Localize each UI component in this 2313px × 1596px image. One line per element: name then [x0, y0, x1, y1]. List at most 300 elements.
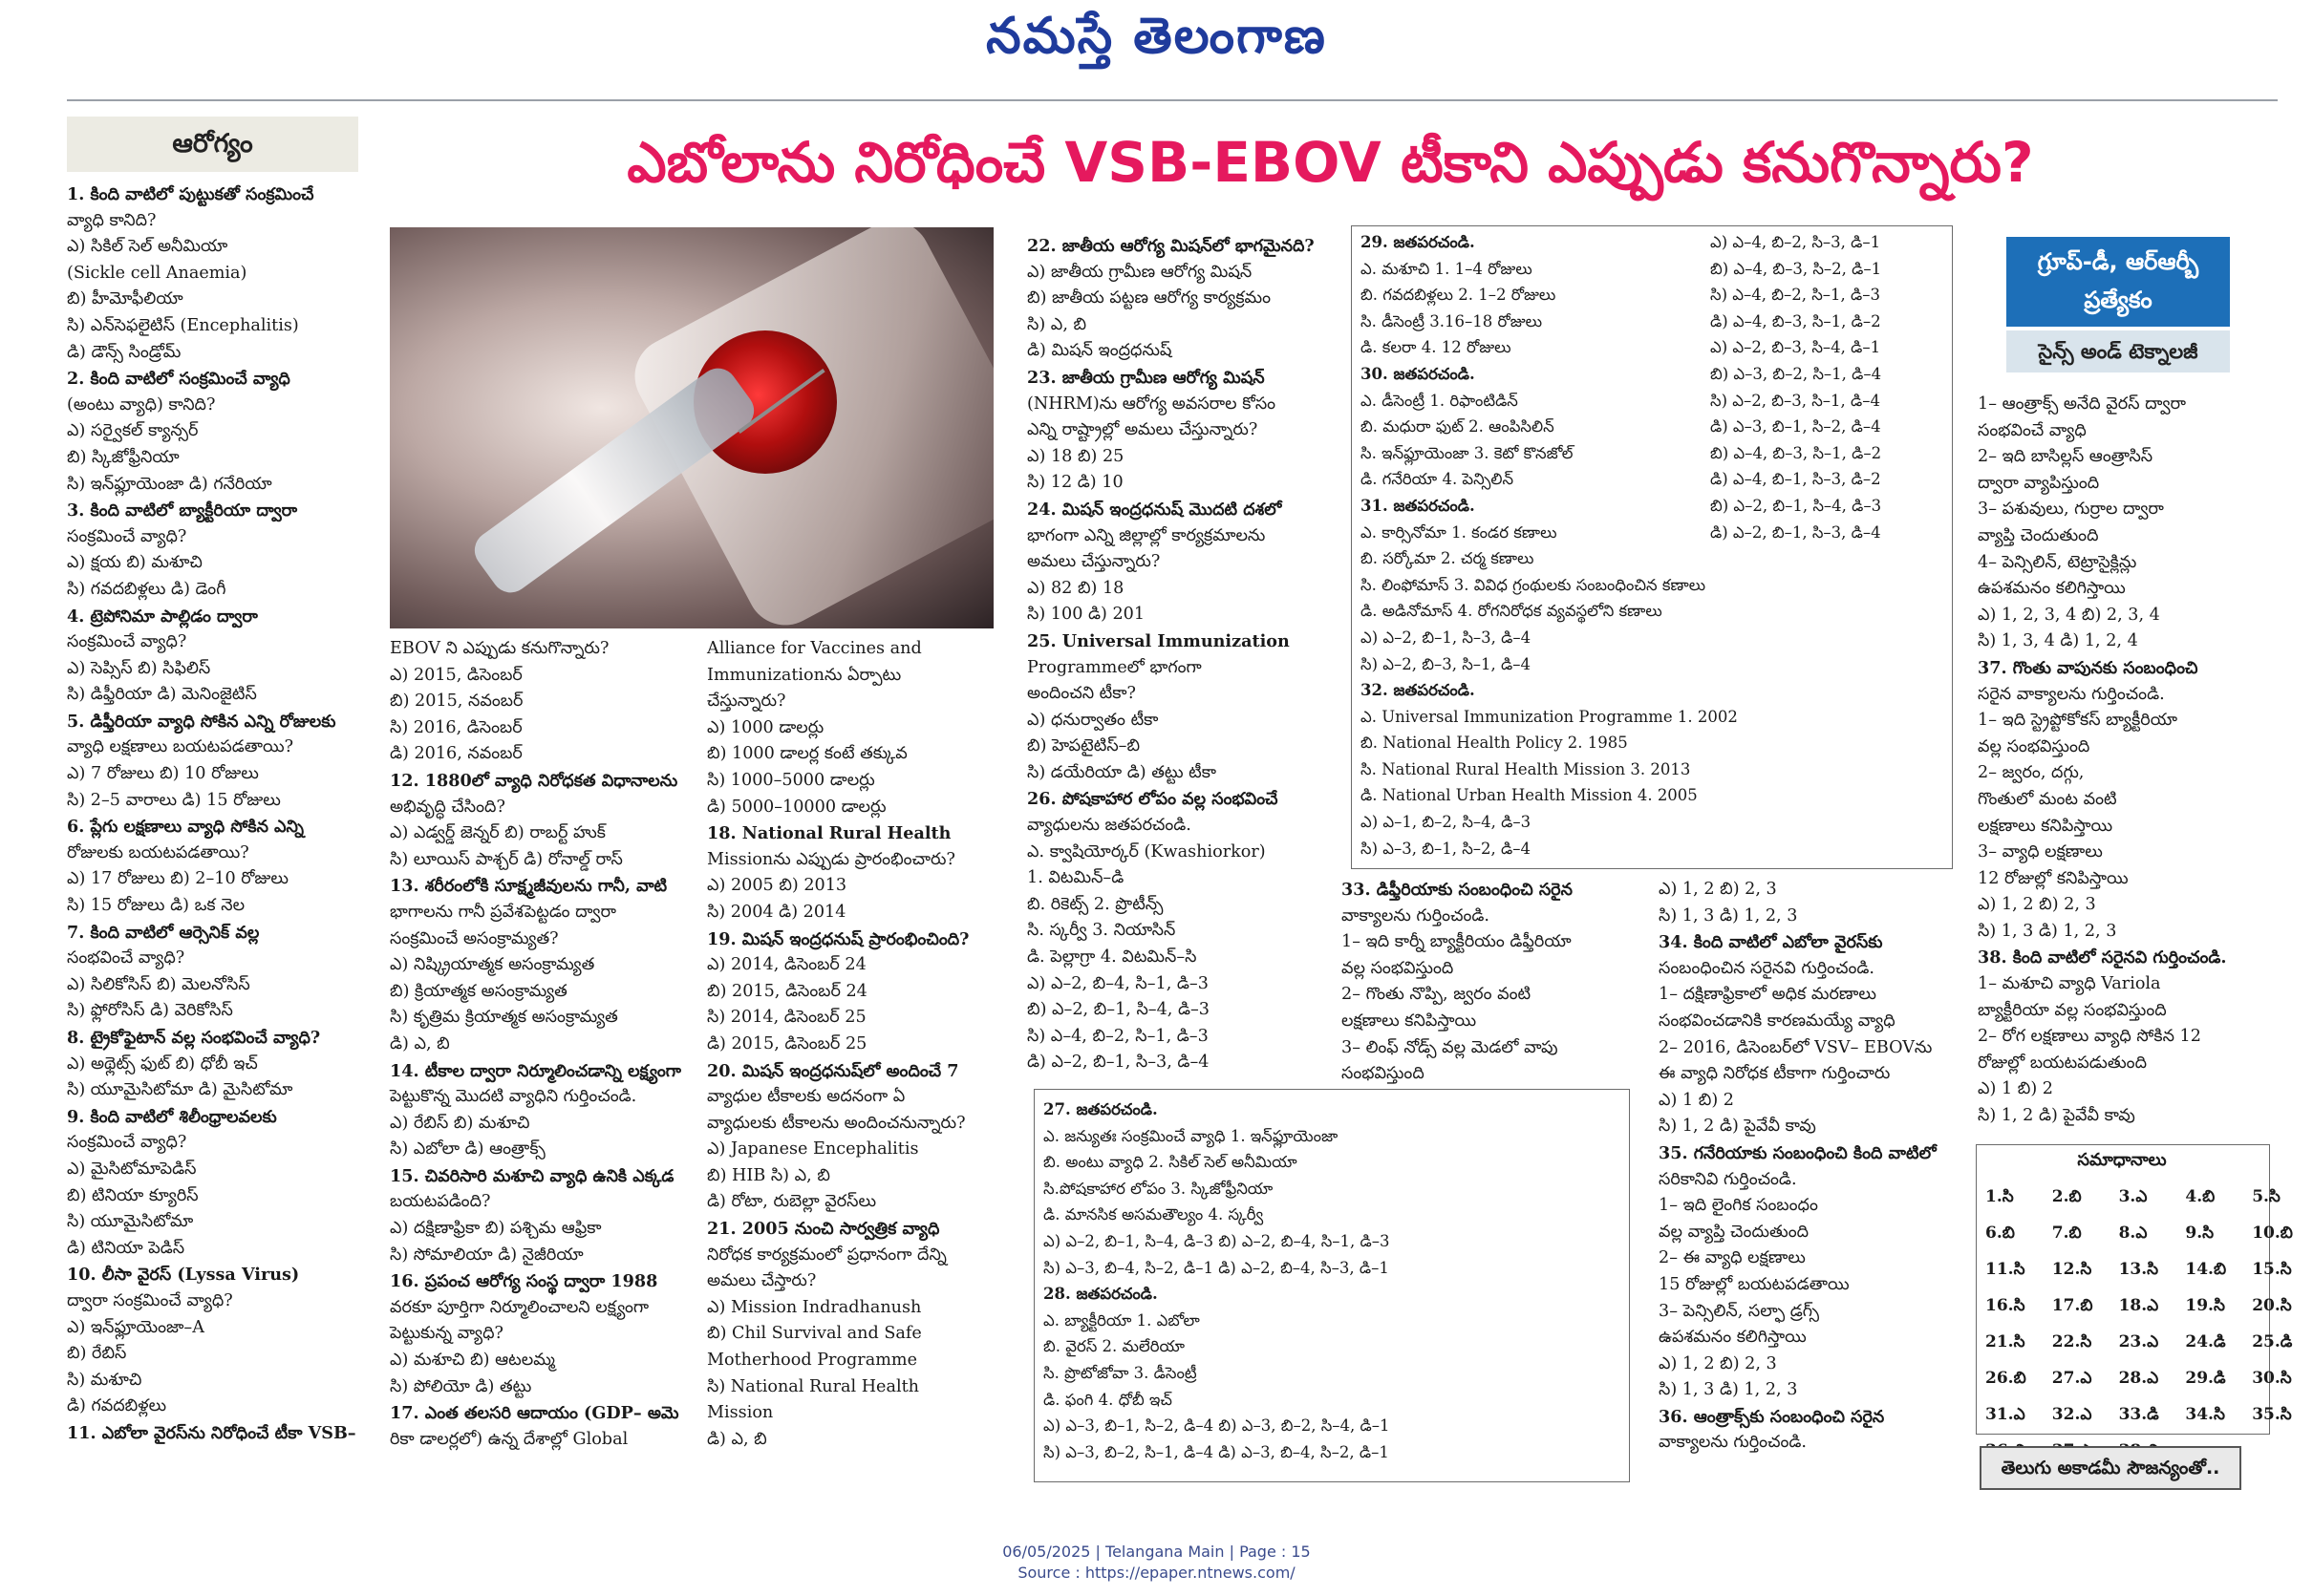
question-line: సి) మశూచి [67, 1370, 142, 1390]
match-option-line: డి) ఎ–2, బి–1, సి–3, డి–4 [1710, 522, 1881, 542]
column-questions-6 [1659, 877, 1974, 1457]
question-line: సి) ఇన్‌ఫ్లూయెంజా డి) గనేరియా [67, 474, 272, 494]
match-line: బి. మధురా ఫుట్ 2. ఆంపిసిలిన్ [1360, 417, 1554, 436]
question-line: ఎ) అథ్లెట్స్ ఫుట్ బి) ధోబీ ఇచ్ [67, 1053, 258, 1074]
question-line: ఎ) ఎడ్వర్డ్ జెన్నర్ బి) రాబర్ట్ హుక్ [390, 823, 606, 843]
answer-cell: 5.సి [2252, 1187, 2281, 1206]
question-line: సంభవించడానికి కారణమయ్యే వ్యాధి [1659, 1011, 1895, 1031]
answers-title: సమాధానాలు [2077, 1150, 2167, 1170]
question-line: 1– ఇది స్ట్రెప్టోకోకస్ బ్యాక్టీరియా [1978, 711, 2177, 731]
question-line: సి) National Rural Health [707, 1376, 919, 1396]
match-option-line: డి) ఎ–3, బి–1, సి–2, డి–4 [1710, 417, 1881, 436]
question-line: భాగంగా ఎన్ని జిల్లాల్లో కార్యక్రమాలను [1027, 525, 1266, 545]
page-footer [0, 1542, 2313, 1584]
question-line: సరైన వాక్యాలను గుర్తించండి. [1978, 684, 2165, 704]
question-line: అమలు చేస్తున్నారు? [1027, 552, 1161, 572]
match-line: డి. గనేరియా 4. పెన్సిలిన్ [1360, 470, 1514, 489]
question-line: 5. డిఫ్తీరియా వ్యాధి సోకిన ఎన్ని రోజులకు [67, 711, 336, 732]
answers-row [1980, 1326, 2313, 1362]
question-line: సి) 100 డి) 201 [1027, 605, 1146, 625]
answer-cell: 12.సి [2051, 1260, 2092, 1279]
question-line: డి) 5000–10000 డాలర్లు [707, 797, 887, 817]
question-line: 2– రోగ లక్షణాలు వ్యాధి సోకిన 12 [1978, 1027, 2201, 1047]
answer-cell: 8.ఎ [2118, 1224, 2148, 1243]
match-line: బి. సర్కోమా 2. చర్మ కణాలు [1360, 549, 1534, 568]
answer-cell: 10.బి [2252, 1224, 2293, 1243]
question-line: వ్యాధులను జతపరచండి. [1027, 816, 1191, 836]
match-line: ఎ. జన్యుతః సంక్రమించే వ్యాధి 1. ఇన్‌ఫ్లూయెంజా [1043, 1126, 1339, 1145]
question-line: బి) జాతీయ పట్టణ ఆరోగ్య కార్యక్రమం [1027, 288, 1272, 309]
footer-source-line: Source : https://epaper.ntnews.com/ [1017, 1564, 1296, 1582]
question-line: ఎ) సిలికోసిస్ బి) మెలనోసిస్ [67, 974, 250, 994]
answer-cell: 1.సి [1985, 1187, 2014, 1206]
answer-cell: 13.సి [2118, 1260, 2159, 1279]
question-line: భాగాలను గానీ ప్రవేశపెట్టడం ద్వారా [390, 902, 616, 922]
match-line: ఎ. Universal Immunization Programme 1. 2002 [1360, 707, 1738, 726]
question-line: డి) ఎ, బి [390, 1033, 450, 1053]
question-line: 23. జాతీయ గ్రామీణ ఆరోగ్య మిషన్ [1027, 367, 1265, 388]
section-tab: ఆరోగ్యం [67, 117, 358, 172]
top-divider [67, 99, 2278, 101]
question-line: 2– ఇది బాసిల్లస్ ఆంత్రాసిస్ [1978, 447, 2153, 467]
question-line: ఎ) 1, 2, 3, 4 బి) 2, 3, 4 [1978, 605, 2160, 625]
question-line: 16. ప్రపంచ ఆరోగ్య సంస్థ ద్వారా 1988 [390, 1271, 658, 1292]
answers-row [1980, 1362, 2313, 1398]
question-line: సంబంధించిన సరైనవి గుర్తించండి. [1659, 958, 1874, 978]
question-line: ఎ) Mission Indradhanush [707, 1297, 922, 1317]
question-line: సి) 1000–5000 డాలర్లు [707, 770, 875, 790]
question-line: లక్షణాలు కనిపిస్తాయి [1341, 1011, 1477, 1031]
question-line: లక్షణాలు కనిపిస్తాయి [1978, 816, 2113, 836]
question-line: 15 రోజుల్లో బయటపడతాయి [1659, 1274, 1850, 1294]
column-questions-7 [1978, 392, 2274, 1130]
question-line: సంభవించే వ్యాధి? [67, 948, 185, 968]
question-line: ఎ) 1 బి) 2 [1978, 1079, 2053, 1099]
question-line: సరికానివి గుర్తించండి. [1659, 1169, 1797, 1189]
question-line: Mission [707, 1403, 774, 1423]
question-line: సి) పోలియో డి) తట్టు [390, 1376, 532, 1396]
question-line: 25. Universal Immunization [1027, 630, 1290, 651]
question-line: 2– ఈ వ్యాధి లక్షణాలు [1659, 1248, 1806, 1268]
answer-cell: 6.బి [1985, 1224, 2015, 1243]
question-line: ఎ) 1, 2 బి) 2, 3 [1978, 895, 2096, 915]
question-line: సి) కృత్రిమ క్రియాత్మక అసంక్రామ్యత [390, 1008, 618, 1028]
question-line: (అంటు వ్యాధి) కానిది? [67, 394, 216, 415]
question-line: సి) 1, 2 డి) పైవేవీ కావు [1659, 1117, 1816, 1137]
question-line: బి) రేబిస్ [67, 1344, 127, 1364]
question-line: నిరోధక కార్యక్రమంలో ప్రధానంగా దేన్ని [707, 1245, 947, 1265]
question-line: ఎ) నిష్క్రియాత్మక అసంక్రామ్యత [390, 955, 595, 975]
question-line: సి) డయేరియా డి) తట్టు టీకా [1027, 762, 1217, 782]
question-line: ఎన్ని రాష్ట్రాల్లో అమలు చేస్తున్నారు? [1027, 420, 1258, 440]
question-line: వాక్యాలను గుర్తించండి. [1659, 1433, 1807, 1453]
question-line: ఎ) 18 బి) 25 [1027, 446, 1124, 466]
exam-badge [2006, 237, 2230, 327]
question-line: ఎ) ఎ–2, బి–4, సి–1, డి–3 [1027, 973, 1209, 993]
question-line: డి) ఎ–2, బి–1, సి–3, డి–4 [1027, 1053, 1210, 1073]
answer-cell: 34.సి [2185, 1405, 2225, 1424]
question-line: సి) 15 రోజులు డి) ఒక నెల [67, 896, 246, 916]
column-questions-3a [707, 636, 1022, 1453]
question-line: 6. ప్లేగు లక్షణాలు వ్యాధి సోకిన ఎన్ని [67, 817, 304, 838]
answer-cell: 20.సి [2252, 1296, 2292, 1315]
question-line: 13. శరీరంలోకి సూక్ష్మజీవులను గానీ, వాటి [390, 876, 668, 897]
match-line: సి) ఎ–3, బి–1, సి–2, డి–4 [1360, 839, 1531, 858]
question-line: సి) 1, 3, 4 డి) 1, 2, 4 [1978, 631, 2138, 651]
question-line: ఎ) 2014, డిసెంబర్ 24 [707, 955, 867, 975]
question-line: బి) టినియా క్యూరిస్ [67, 1185, 199, 1205]
answers-row [1980, 1398, 2313, 1435]
question-line: బి) క్రియాత్మక అసంక్రామ్యత [390, 981, 568, 1001]
question-line: 12. 1880లో వ్యాధి నిరోధకత విధానాలను [390, 770, 678, 791]
question-line: 20. మిషన్ ఇంద్రధనుష్‌లో అందించే 7 [707, 1060, 959, 1081]
question-line: బి) హెపటైటిస్–బి [1027, 736, 1141, 756]
exam-badge-line1: గ్రూప్-డీ, ఆర్ఆర్బీ [2037, 248, 2199, 275]
match-line: సి) ఎ–3, బి–4, సి–2, డి–1 డి) ఎ–2, బి–4, సి–3, డి–1 [1043, 1258, 1389, 1277]
match-line: 31. జతపరచండి. [1360, 496, 1475, 515]
question-line: రోజుల్లో బయటపడుతుంది [1978, 1053, 2147, 1073]
match-line: ఎ. బ్యాక్టీరియా 1. ఎబోలా [1043, 1310, 1200, 1330]
question-line: 36. ఆంత్రాక్స్‌కు సంబంధించి సరైన [1659, 1406, 1885, 1427]
question-line: 12 రోజుల్లో కనిపిస్తాయి [1978, 868, 2129, 888]
question-line: 1. కింది వాటిలో పుట్టుకతో సంక్రమించే [67, 184, 314, 204]
match-line: ఎ. కార్సినోమా 1. కండర కణాలు [1360, 522, 1557, 542]
match-line: ఎ. మశూచి 1. 1–4 రోజులు [1360, 259, 1532, 278]
answer-cell: 9.సి [2185, 1224, 2215, 1243]
question-line: 1– ఇది లైంగిక సంబంధం [1659, 1196, 1818, 1216]
question-line: 24. మిషన్ ఇంద్రధనుష్ మొదటి దశలో [1027, 499, 1282, 520]
question-line: అమలు చేస్తారు? [707, 1271, 817, 1291]
question-line: Missionను ఎప్పుడు ప్రారంభించారు? [707, 849, 955, 869]
match-line: సి. ప్రొటోజోవా 3. డీసెంట్రీ [1043, 1363, 1197, 1382]
answer-cell: 22.సి [2051, 1332, 2092, 1351]
question-line: 3– పశువులు, గుర్రాల ద్వారా [1978, 500, 2164, 520]
match-line: సి) ఎ–2, బి–3, సి–1, డి–4 [1360, 654, 1531, 673]
question-line: బి) HIB సి) ఎ, బి [707, 1165, 830, 1185]
question-line: సి) 1, 3 డి) 1, 2, 3 [1659, 1380, 1798, 1400]
question-line: ద్వారా సంక్రమించే వ్యాధి? [67, 1290, 233, 1310]
answer-cell: 15.సి [2252, 1260, 2292, 1279]
question-line: సి) 1, 2 డి) పైవేవీ కావు [1978, 1106, 2135, 1126]
match-line: ఎ) ఎ–2, బి–1, సి–4, డి–3 బి) ఎ–2, బి–4, సి–1, డి–3 [1043, 1231, 1390, 1250]
question-line: ఎ) Japanese Encephalitis [707, 1139, 919, 1160]
question-line: సి) సోమాలియా డి) నైజీరియా [390, 1245, 584, 1265]
answer-cell: 35.సి [2252, 1405, 2292, 1424]
question-line: 35. గనేరియాకు సంబంధించి కింది వాటిలో [1659, 1142, 1937, 1163]
match-line: ఎ) ఎ–1, బి–2, సి–4, డి–3 [1360, 813, 1531, 832]
question-line: 11. ఎబోలా వైరస్‌ను నిరోధించే టీకా VSB– [67, 1422, 356, 1443]
answers-table [1980, 1181, 2313, 1471]
answer-cell: 25.డి [2252, 1332, 2293, 1351]
question-line: 3– వ్యాధి లక్షణాలు [1978, 842, 2103, 862]
match-option-line: బి) ఎ–2, బి–1, సి–4, డి–3 [1710, 496, 1882, 515]
answer-cell: 33.డి [2118, 1405, 2159, 1424]
question-line: 2– జ్వరం, దగ్గు, [1978, 763, 2085, 783]
question-line: సి) ఎ–4, బి–2, సి–1, డి–3 [1027, 1026, 1209, 1046]
answer-cell: 28.ఎ [2118, 1369, 2159, 1388]
match-line: సి. ఇన్‌ఫ్లూయెంజా 3. కెటో కొనజోల్ [1360, 443, 1574, 462]
question-line: సంక్రమించే వ్యాధి? [67, 1133, 187, 1153]
answer-cell: 30.సి [2252, 1369, 2292, 1388]
column-questions-5 [1341, 877, 1657, 1088]
question-line: బి) 1000 డాలర్ల కంటే తక్కువ [707, 744, 908, 764]
question-line: బి) స్కిజోఫ్రీనియా [67, 447, 180, 467]
question-line: సి) 2016, డిసెంబర్ [390, 717, 523, 737]
question-line: ఎ) మైసిటోమాపెడిస్ [67, 1159, 197, 1179]
question-line: Immunizationను ఏర్పాటు [707, 665, 902, 685]
answer-cell: 29.డి [2185, 1369, 2226, 1388]
question-line: ఉపశమనం కలిగిస్తాయి [1978, 579, 2126, 599]
question-line: 10. లీసా వైరస్ (Lyssa Virus) [67, 1265, 300, 1286]
answer-cell: 18.ఎ [2118, 1296, 2159, 1315]
question-line: సంభవించే వ్యాధి [1978, 420, 2087, 440]
question-line: 1. విటమిన్–డి [1027, 868, 1124, 888]
match-line: డి. ఫంగి 4. ధోబీ ఇచ్ [1043, 1390, 1172, 1409]
question-line: ఎ) 1, 2 బి) 2, 3 [1659, 1353, 1777, 1373]
question-line: సి) యూమైసిటోమా [67, 1212, 194, 1232]
vaccine-photo [390, 227, 994, 628]
answer-cell: 32.ఎ [2051, 1405, 2092, 1424]
question-line: ఎ) జాతీయ గ్రామీణ ఆరోగ్య మిషన్ [1027, 262, 1253, 282]
question-line: సి) 1, 3 డి) 1, 2, 3 [1659, 905, 1798, 926]
question-line: ఎ) 7 రోజులు బి) 10 రోజులు [67, 764, 259, 784]
question-line: 3– లింఫ్ నోడ్స్ వల్ల మెడలో వాపు [1341, 1037, 1558, 1057]
question-line: Programmeలో భాగంగా [1027, 657, 1202, 677]
match-line: సి. లింఫోమాస్ 3. వివిధ గ్రంథులకు సంబంధించిన కణాలు [1360, 575, 1706, 594]
question-line: అందించని టీకా? [1027, 684, 1136, 704]
match-option-line: ఎ) ఎ–2, బి–3, సి–4, డి–1 [1710, 338, 1881, 357]
question-line: డి) మిషన్ ఇంద్రధనుష్ [1027, 341, 1172, 361]
answers-row [1980, 1289, 2313, 1326]
column-questions-1 [67, 181, 373, 1447]
question-line: 4– పెన్సిలిన్, టెట్రాసైక్లిన్లు [1978, 552, 2137, 572]
question-line: 34. కింది వాటిలో ఎబోలా వైరస్‌కు [1659, 932, 1883, 953]
question-line: వాక్యాలను గుర్తించండి. [1341, 905, 1489, 926]
question-line: డి) టినియా పెడిస్ [67, 1238, 185, 1258]
match-line: ఎ) ఎ–3, బి–1, సి–2, డి–4 బి) ఎ–3, బి–2, సి–4, డి–1 [1043, 1416, 1390, 1436]
question-line: సి) 2014, డిసెంబర్ 25 [707, 1008, 867, 1028]
question-line: పెట్టుకొన్న మొదటి వ్యాధిని గుర్తించండి. [390, 1087, 637, 1107]
question-line: (Sickle cell Anaemia) [67, 263, 247, 283]
question-line: బి) 2015, నవంబర్ [390, 692, 524, 712]
match-questions-27-28 [1043, 1096, 1617, 1465]
match-option-line: డి) ఎ–4, బి–1, సి–3, డి–2 [1710, 470, 1881, 489]
question-line: 1– మశూచి వ్యాధి Variola [1978, 974, 2161, 994]
question-line: సి) 2004 డి) 2014 [707, 902, 846, 922]
match-line: ఎ. డీసెంట్రీ 1. రిఫాంటిడిన్ [1360, 391, 1518, 410]
answers-row [1980, 1217, 2313, 1253]
question-line: ఎ) సర్వైకల్ క్యాన్సర్ [67, 421, 199, 441]
question-line: బి) Chil Survival and Safe [707, 1324, 922, 1344]
match-line: డి. కలరా 4. 12 రోజులు [1360, 338, 1511, 357]
question-line: ఎ) 17 రోజులు బి) 2–10 రోజులు [67, 869, 289, 889]
question-line: వ్యాధి కానిది? [67, 210, 157, 230]
match-line: 27. జతపరచండి. [1043, 1100, 1158, 1118]
answer-cell: 17.బి [2051, 1296, 2093, 1315]
question-line: 8. ట్రైకోఫైటాన్ వల్ల సంభవించే వ్యాధి? [67, 1028, 321, 1048]
answer-cell: 7.బి [2051, 1224, 2082, 1243]
match-line: డి. National Urban Health Mission 4. 2005 [1360, 786, 1698, 805]
question-line: 22. జాతీయ ఆరోగ్య మిషన్‌లో భాగమైనది? [1027, 236, 1315, 256]
match-option-line: డి) ఎ–4, బి–3, సి–1, డి–2 [1710, 311, 1881, 330]
question-line: 26. పోషకాహార లోపం వల్ల సంభవించే [1027, 789, 1278, 810]
question-line: ఎ) క్షయ బి) మశూచి [67, 553, 203, 573]
answer-cell: 23.ఎ [2118, 1332, 2159, 1351]
match-line: 32. జతపరచండి. [1360, 681, 1475, 700]
question-line: సి) 12 డి) 10 [1027, 473, 1124, 493]
question-line: 38. కింది వాటిలో సరైనవి గుర్తించండి. [1978, 947, 2227, 968]
question-line: ఎ) రేబిస్ బి) మశూచి [390, 1113, 530, 1133]
question-line: రోజులకు బయటపడతాయి? [67, 842, 249, 862]
subject-badge: సైన్స్ అండ్ టెక్నాలజీ [2006, 330, 2230, 372]
match-option-line: బి) ఎ–4, బి–3, సి–1, డి–2 [1710, 443, 1882, 462]
question-line: గొంతులో మంట వంటి [1978, 789, 2117, 809]
question-line: Motherhood Programme [707, 1351, 917, 1371]
question-line: సి) ఎబోలా డి) ఆంత్రాక్స్ [390, 1139, 546, 1160]
question-line: బి) 2015, డిసెంబర్ 24 [707, 981, 867, 1001]
question-line: సి) యూమైసిటోమా డి) మైసిటోమా [67, 1080, 293, 1100]
question-line: ఎ) ధనుర్వాతం టీకా [1027, 710, 1159, 730]
question-line: సి) డిఫ్తీరియా డి) మెనింజైటిస్ [67, 685, 257, 705]
question-line: 2– 2016, డిసెంబర్‌లో VSV– EBOVను [1659, 1037, 1933, 1057]
question-line: 1– ఇది కార్నీ బ్యాక్టీరియం డిఫ్తీరియా [1341, 932, 1572, 952]
question-line: ఎ) 1000 డాలర్లు [707, 717, 825, 737]
question-line: 1– దక్షిణాఫ్రికాలో అధిక మరణాలు [1659, 985, 1876, 1005]
question-line: ఉపశమనం కలిగిస్తాయి [1659, 1328, 1807, 1348]
question-line: సంక్రమించే అసంక్రామ్యత? [390, 928, 559, 948]
question-line: బ్యాక్టీరియా వల్ల సంభవిస్తుంది [1978, 1000, 2167, 1020]
answers-row [1980, 1181, 2313, 1217]
question-line: చేస్తున్నారు? [707, 692, 786, 712]
question-line: ఎ) 2005 బి) 2013 [707, 876, 847, 896]
question-line: ఎ) 1, 2 బి) 2, 3 [1659, 880, 1777, 899]
question-line: 7. కింది వాటిలో ఆర్సెనిక్ వల్ల [67, 922, 260, 943]
question-line: వల్ల వ్యాప్తి చెందుతుంది [1659, 1222, 1810, 1242]
answers-row [1980, 1253, 2313, 1289]
match-line: సి) ఎ–3, బి–2, సి–1, డి–4 డి) ఎ–3, బి–4, సి–2, డి–1 [1043, 1442, 1389, 1461]
match-option-line: బి) ఎ–4, బి–3, సి–2, డి–1 [1710, 259, 1882, 278]
question-line: పెట్టుకున్న వ్యాధి? [390, 1324, 503, 1344]
question-line: ఎ) 1 బి) 2 [1659, 1090, 1734, 1110]
answer-cell: 14.బి [2185, 1260, 2227, 1279]
question-line: వల్ల సంభవిస్తుంది [1978, 736, 2090, 756]
column-questions-3b [1027, 233, 1352, 1076]
question-line: వల్ల సంభవిస్తుంది [1341, 958, 1454, 978]
question-line: 1– ఆంత్రాక్స్ అనేది వైరస్ ద్వారా [1978, 394, 2186, 414]
question-line: ద్వారా వ్యాపిస్తుంది [1978, 473, 2100, 493]
match-line: ఎ) ఎ–2, బి–1, సి–3, డి–4 [1360, 628, 1531, 647]
question-line: వరకూ పూర్తిగా నిర్మూలించాలని లక్ష్యంగా [390, 1297, 650, 1317]
question-line: 4. ట్రెపోనిమా పాల్లిడం ద్వారా [67, 606, 258, 627]
answer-cell: 26.బి [1985, 1369, 2026, 1388]
question-line: సంభవిస్తుంది [1341, 1064, 1424, 1084]
question-line: (NHRM)ను ఆరోగ్య అవసరాల కోసం [1027, 394, 1276, 414]
question-line: 18. National Rural Health [707, 823, 952, 844]
match-line: డి. అడినోమాస్ 4. రోగనిరోధక వ్యవస్థలోని కణాలు [1360, 602, 1662, 621]
answer-cell: 3.ఎ [2118, 1187, 2148, 1206]
match-option-line: సి) ఎ–4, బి–2, సి–1, డి–3 [1710, 286, 1880, 305]
match-line: 30. జతపరచండి. [1360, 364, 1475, 383]
question-line: వ్యాధులకు టీకాలను అందించనున్నారు? [707, 1113, 966, 1133]
question-line: వ్యాధుల టీకాలకు అదనంగా ఏ [707, 1087, 906, 1107]
question-line: వ్యాప్తి చెందుతుంది [1978, 525, 2099, 545]
answer-cell: 24.డి [2185, 1332, 2226, 1351]
question-line: ఎ) సికిల్ సెల్ అనీమియా [67, 237, 228, 257]
footer-date-line: 06/05/2025 | Telangana Main | Page : 15 [1002, 1543, 1311, 1561]
question-line: 17. ఎంత తలసరి ఆదాయం (GDP– అమె [390, 1403, 679, 1424]
answer-cell [2246, 1435, 2313, 1471]
question-line: బి) హీమోఫీలియా [67, 289, 183, 309]
question-line: డి) రోటా, రుబెల్లా వైరస్‌లు [707, 1192, 877, 1212]
answer-cell: 11.సి [1985, 1260, 2025, 1279]
question-line: సంక్రమించే వ్యాధి? [67, 526, 187, 546]
question-line: సి) 1, 3 డి) 1, 2, 3 [1978, 921, 2117, 941]
question-line: వ్యాధి లక్షణాలు బయటపడతాయి? [67, 737, 294, 757]
question-line: అభివృద్ధి చేసింది? [390, 797, 505, 817]
question-line: 15. చివరిసారి మశూచి వ్యాధి ఉనికి ఎక్కడ [390, 1165, 675, 1186]
question-line: రికా డాలర్లలో) ఉన్న దేశాల్లో Global [390, 1429, 629, 1449]
question-line: ఎ) మశూచి బి) ఆటలమ్మ [390, 1351, 555, 1371]
question-line: సంక్రమించే వ్యాధి? [67, 632, 187, 652]
question-line: 2. కింది వాటిలో సంక్రమించే వ్యాధి [67, 369, 290, 390]
match-line: సి. National Rural Health Mission 3. 2013 [1360, 759, 1691, 778]
match-line: సి. డీసెంట్రీ 3.16–18 రోజులు [1360, 311, 1543, 330]
question-line: డి) 2015, డిసెంబర్ 25 [707, 1033, 867, 1053]
question-line: 2– గొంతు నొప్పి, జ్వరం వంటి [1341, 985, 1531, 1005]
match-options-29-32 [1710, 229, 1949, 545]
question-line: ఎ) ఇన్‌ఫ్లూయెంజా–A [67, 1317, 204, 1337]
question-line: EBOV ని ఎప్పుడు కనుగొన్నారు? [390, 639, 610, 658]
masthead: నమస్తే తెలంగాణ [986, 8, 1327, 65]
answer-cell: 31.ఎ [1985, 1405, 2025, 1424]
question-line: 14. టీకాల ద్వారా నిర్మూలించడాన్ని లక్ష్యంగా [390, 1060, 681, 1081]
match-option-line: ఎ) ఎ–4, బి–2, సి–3, డి–1 [1710, 233, 1881, 251]
match-line: బి. వైరస్ 2. మలేరియా [1043, 1337, 1185, 1356]
answer-cell: 27.ఎ [2051, 1369, 2092, 1388]
match-line: డి. మానసిక అసమతౌల్యం 4. స్కర్వీ [1043, 1205, 1264, 1224]
question-line: సి) ఎ, బి [1027, 314, 1087, 334]
question-line: డి. పెల్లాగ్రా 4. విటమిన్–సి [1027, 947, 1197, 968]
question-line: ఎ) 82 బి) 18 [1027, 578, 1124, 598]
question-line: డి) డౌన్స్ సిండ్రోమ్ [67, 342, 182, 362]
column-questions-2 [390, 636, 705, 1453]
question-line: సి) గవదబిళ్లలు డి) డెంగీ [67, 579, 226, 599]
headline: ఎబోలాను నిరోధించే VSB-EBOV టీకాని ఎప్పుడు కనుగొన్నారు? [627, 130, 2034, 195]
question-line: సి) ఎన్‌సెఫలైటిస్ (Encephalitis) [67, 315, 299, 335]
question-line: ఈ వ్యాధి నిరోధక టీకాగా గుర్తించారు [1659, 1064, 1891, 1084]
question-line: బి) ఎ–2, బి–1, సి–4, డి–3 [1027, 1000, 1210, 1020]
match-line: 28. జతపరచండి. [1043, 1285, 1158, 1304]
answer-cell: 19.సి [2185, 1296, 2225, 1315]
credit-note: తెలుగు అకాడమీ సౌజన్యంతో.. [1980, 1446, 2241, 1490]
question-line: సి. స్కర్వీ 3. నియాసిన్ [1027, 921, 1176, 941]
question-line: బి. రికెట్స్ 2. ప్రొటీన్స్ [1027, 894, 1164, 914]
match-line: బి. National Health Policy 2. 1985 [1360, 734, 1628, 753]
question-line: సి) లూయిస్ పాశ్చర్ డి) రోనాల్డ్ రాస్ [390, 849, 623, 869]
answer-cell: 2.బి [2051, 1187, 2082, 1206]
match-line: 29. జతపరచండి. [1360, 233, 1475, 251]
match-option-line: సి) ఎ–2, బి–3, సి–1, డి–4 [1710, 391, 1880, 410]
question-line: బయటపడింది? [390, 1192, 491, 1212]
match-line: బి. అంటు వ్యాధి 2. సికిల్ సెల్ అనీమియా [1043, 1153, 1297, 1172]
question-line: Alliance for Vaccines and [707, 639, 922, 658]
match-line: బి. గవదబిళ్లలు 2. 1–2 రోజులు [1360, 286, 1556, 305]
question-line: 19. మిషన్ ఇంద్రధనుష్ ప్రారంభించింది? [707, 928, 970, 949]
exam-badge-line2: ప్రత్యేకం [2084, 287, 2152, 313]
question-line: 33. డిఫ్తీరియాకు సంబంధించి సరైన [1341, 880, 1573, 900]
match-option-line: బి) ఎ–3, బి–2, సి–1, డి–4 [1710, 364, 1882, 383]
question-line: డి) ఎ, బి [707, 1429, 767, 1449]
